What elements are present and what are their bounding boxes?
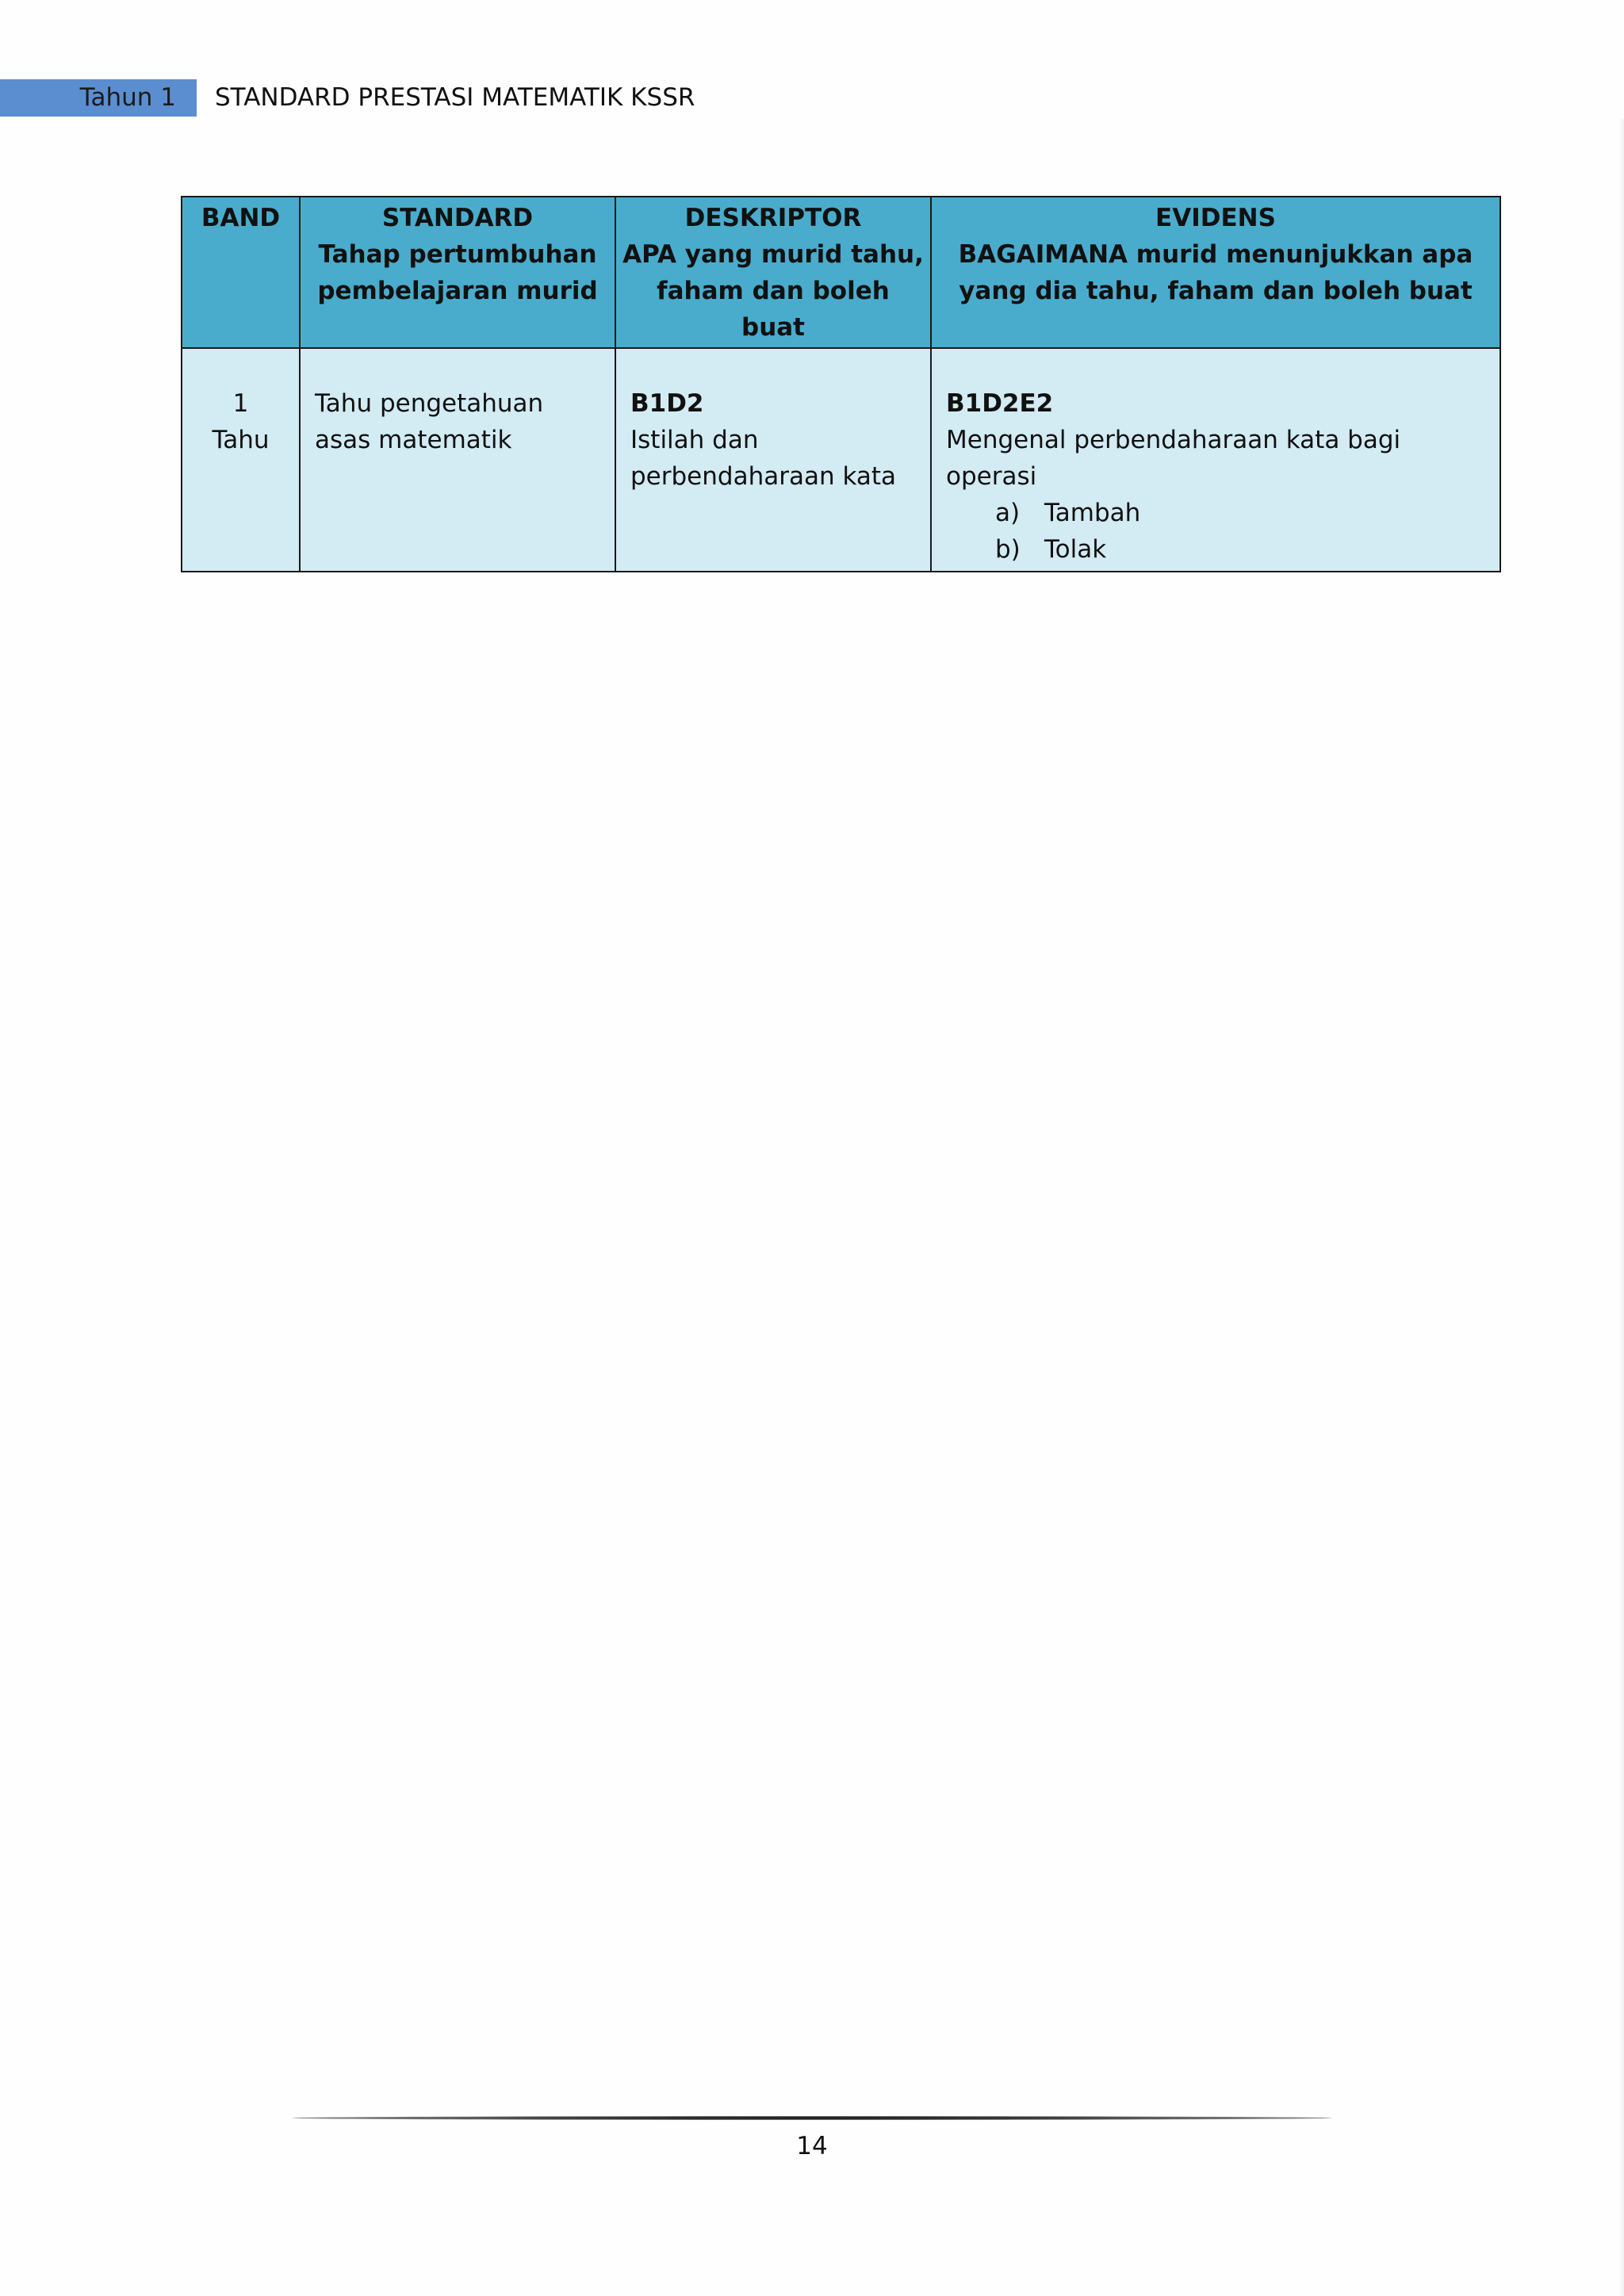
band-label: Tahu xyxy=(212,426,270,454)
column-header-descriptor xyxy=(615,197,931,348)
list-item-text: Tolak xyxy=(1044,535,1107,564)
list-item xyxy=(946,495,1485,531)
column-header-evidence xyxy=(931,197,1500,348)
band-number: 1 xyxy=(232,389,249,418)
list-item xyxy=(946,531,1485,568)
evidence-text-line2: operasi xyxy=(946,462,1037,491)
footer-divider xyxy=(292,2116,1332,2120)
column-header-band xyxy=(182,197,300,348)
standard-text-line1: Tahu pengetahuan xyxy=(315,389,544,418)
column-header-descriptor-sub2: faham dan boleh buat xyxy=(657,277,890,342)
standard-prestasi-table xyxy=(181,196,1501,572)
list-item-marker: b) xyxy=(995,535,1021,564)
header-title: STANDARD PRESTASI MATEMATIK KSSR xyxy=(215,83,695,112)
column-header-band-title: BAND xyxy=(201,204,281,232)
column-header-standard-sub1: Tahap pertumbuhan xyxy=(318,240,597,269)
column-header-descriptor-sub1: APA yang murid tahu, xyxy=(622,240,924,269)
standard-cell xyxy=(300,348,615,572)
column-header-evidence-sub2: yang dia tahu, faham dan boleh buat xyxy=(959,277,1473,305)
column-header-standard-sub2: pembelajaran murid xyxy=(317,277,598,305)
column-header-evidence-sub1: BAGAIMANA murid menunjukkan apa xyxy=(958,240,1473,269)
page-number: 14 xyxy=(796,2132,828,2160)
list-item-marker: a) xyxy=(995,499,1021,527)
standard-text-line2: asas matematik xyxy=(315,426,512,454)
table-header-row xyxy=(182,197,1500,348)
descriptor-code: B1D2 xyxy=(630,389,704,418)
band-cell xyxy=(182,348,300,572)
column-header-descriptor-title: DESKRIPTOR xyxy=(684,204,862,232)
page-edge-shadow xyxy=(1619,119,1624,2296)
descriptor-text-line1: Istilah dan xyxy=(630,426,759,454)
column-header-standard xyxy=(300,197,615,348)
evidence-text-line1: Mengenal perbendaharaan kata bagi xyxy=(946,426,1401,454)
evidence-code: B1D2E2 xyxy=(946,389,1054,418)
descriptor-text-line2: perbendaharaan kata xyxy=(630,462,897,491)
descriptor-cell xyxy=(615,348,931,572)
evidence-cell xyxy=(931,348,1500,572)
table-row xyxy=(182,348,1500,572)
column-header-standard-title: STANDARD xyxy=(381,204,534,232)
header-year-label: Tahun 1 xyxy=(79,83,176,112)
column-header-evidence-title: EVIDENS xyxy=(1155,204,1276,232)
list-item-text: Tambah xyxy=(1044,499,1141,527)
